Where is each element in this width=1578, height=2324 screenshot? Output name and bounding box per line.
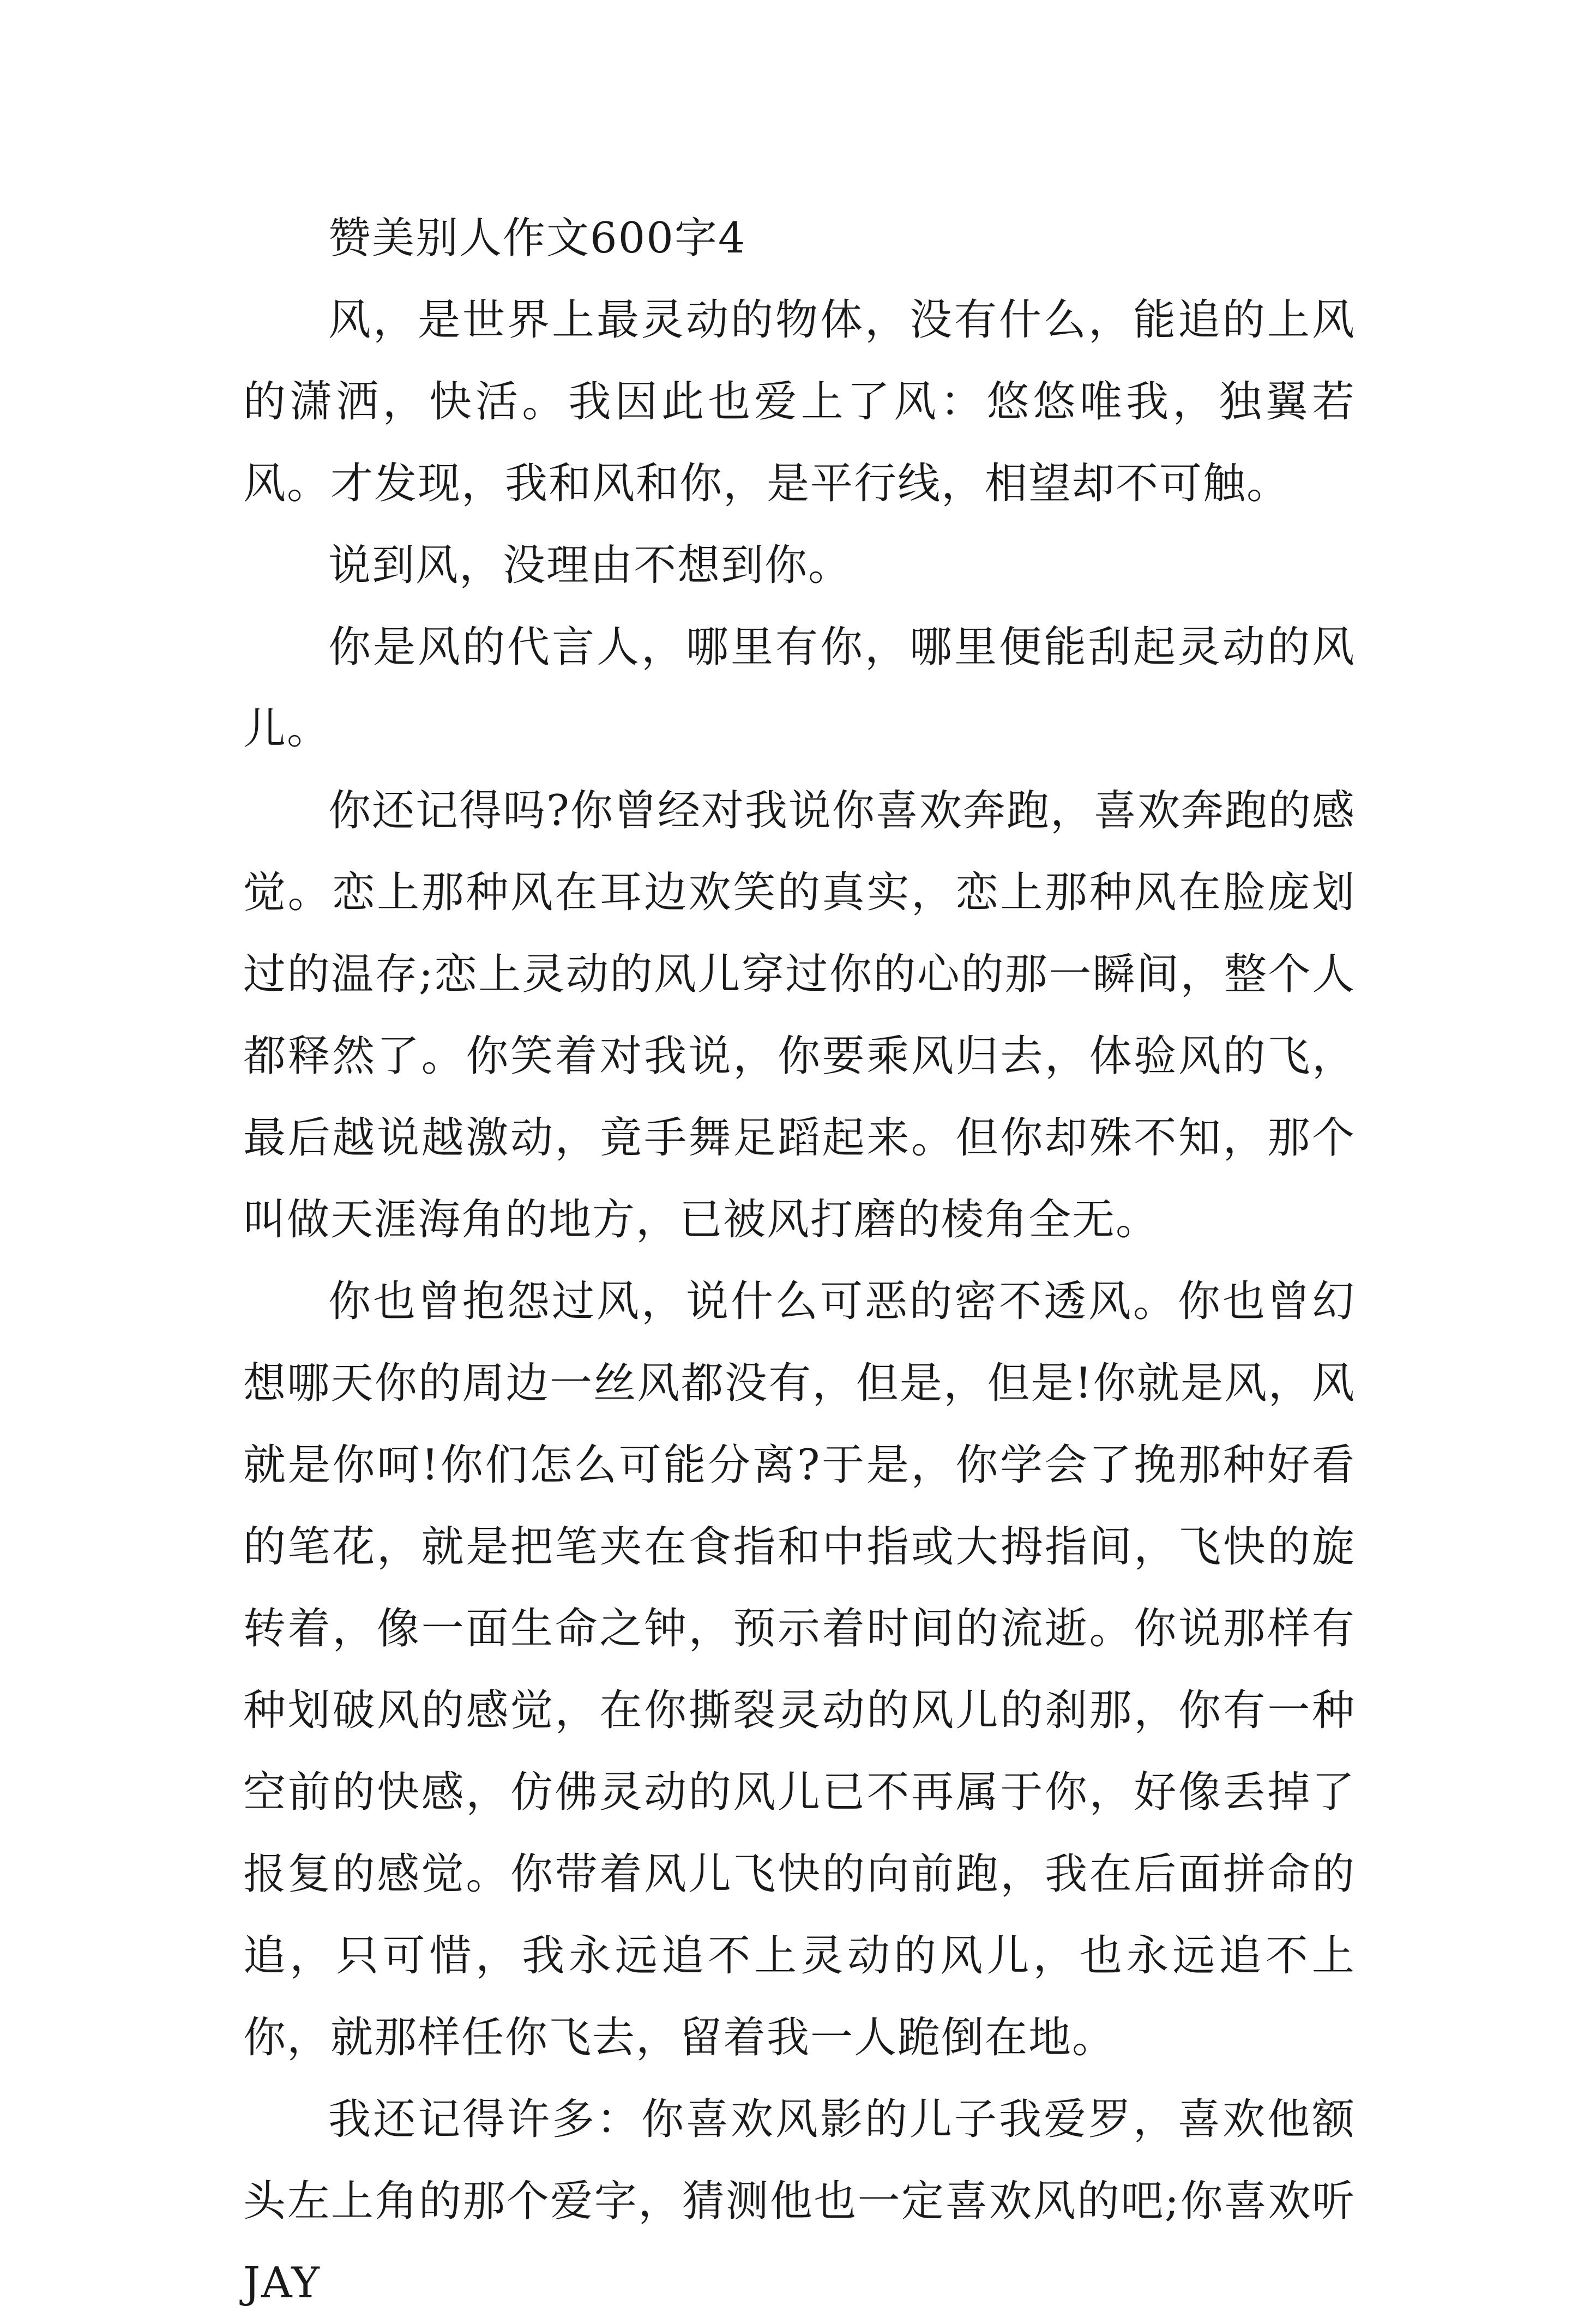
paragraph-1: 风，是世界上最灵动的物体，没有什么，能追的上风的潇洒，快活。我因此也爱上了风：悠悠唯我，独翼若风。才发现，我和风和你，是平行线，相望却不可触。 <box>243 296 1356 508</box>
paragraph-5: 你也曾抱怨过风，说什么可恶的密不透风。你也曾幻想哪天你的周边一丝风都没有，但是，但是!你就是风，风就是你呵!你们怎么可能分离?于是，你学会了挽那种好看的笔花，就是把笔夹在食指和中指或大拇指间，飞快的旋转着，像一面生命之钟，预示着时间的流逝。你说那样有种划破风的感觉，在你撕裂灵动的风儿的刹那，你有一种空前的快感，仿佛灵动的风儿已不再属于你，好像丢掉了报复的感觉。你带着风儿飞快的向前跑，我在后面拼命的追，只可惜，我永远追不上灵动的风儿，也永远追不上你，就那样任你飞去，留着我一人跪倒在地。 <box>243 1277 1356 2062</box>
paragraph-3: 你是风的代言人，哪里有你，哪里便能刮起灵动的风儿。 <box>243 623 1356 754</box>
paragraph-2: 说到风，没理由不想到你。 <box>328 541 852 590</box>
paragraph-4: 你还记得吗?你曾经对我说你喜欢奔跑，喜欢奔跑的感觉。恋上那种风在耳边欢笑的真实，恋上那种风在脸庞划过的温存;恋上灵动的风儿穿过你的心的那一瞬间，整个人都释然了。你笑着对我说，你要乘风归去，体验风的飞，最后越说越激动，竟手舞足蹈起来。但你却殊不知，那个叫做天涯海角的地方，已被风打磨的棱角全无。 <box>243 786 1356 1244</box>
document-body <box>243 197 1356 2324</box>
paragraph-6: 我还记得许多：你喜欢风影的儿子我爱罗，喜欢他额头左上角的那个爱字，猜测他也一定喜欢风的吧;你喜欢听JAY <box>243 2095 1356 2308</box>
document-title: 赞美别人作文600字4 <box>328 214 746 263</box>
